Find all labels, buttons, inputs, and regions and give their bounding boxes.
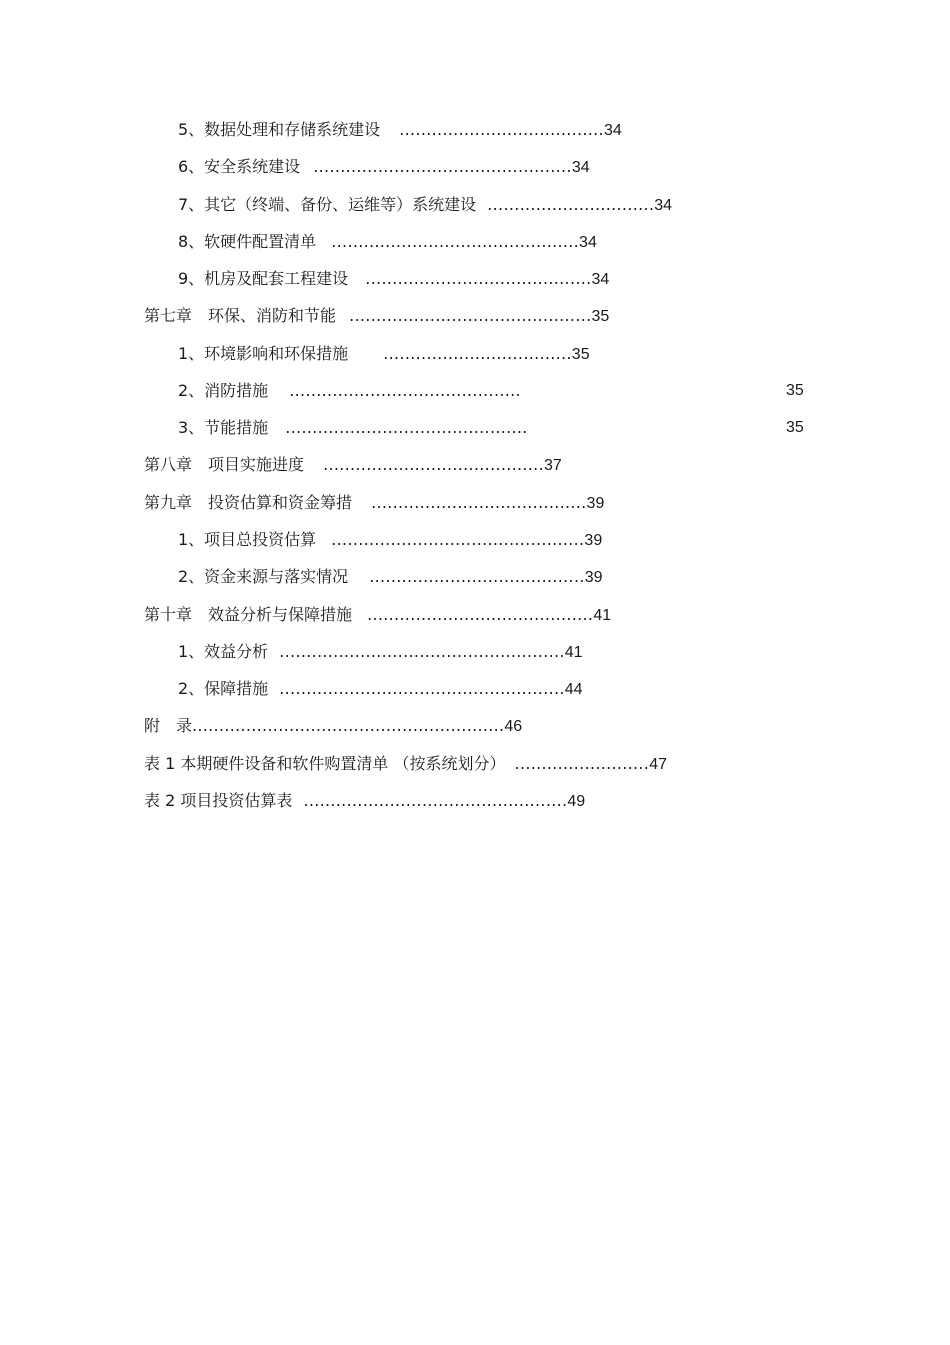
toc-leader-dots: ......................................... (323, 455, 544, 474)
toc-leader-dots: ........................................... (289, 381, 521, 400)
toc-page-number: 35 (786, 419, 804, 436)
toc-entry (178, 381, 808, 401)
toc-leader-dots: ............................................. (285, 418, 528, 437)
toc-page-number: 35 (786, 382, 804, 399)
toc-entry (178, 120, 622, 140)
toc-entry (178, 195, 672, 215)
toc-leader-dots: ................................................. (303, 791, 568, 810)
toc-leader-dots: ........................................ (371, 493, 587, 512)
toc-chapter-entry (144, 754, 667, 774)
toc-page-number: 35 (591, 308, 610, 325)
toc-leader-dots: .......................................... (367, 605, 594, 624)
toc-entry-title: 1、项目总投资估算 (178, 530, 317, 549)
toc-leader-dots: ..................................................... (279, 642, 565, 661)
toc-leader-dots: ........................................ (369, 567, 585, 586)
toc-chapter-entry (144, 605, 611, 625)
toc-entry-title: 附 录 (144, 716, 193, 735)
toc-entry-title: 6、安全系统建设 (178, 157, 301, 176)
toc-entry (178, 157, 590, 177)
toc-entry-title: 第九章 投资估算和资金筹措 (144, 493, 353, 512)
toc-leader-dots: ............................................. (349, 306, 592, 325)
toc-chapter-entry (144, 791, 585, 811)
toc-page-number: 39 (586, 495, 605, 512)
toc-entry (178, 269, 609, 289)
toc-entry (178, 232, 597, 252)
toc-entry-title: 第八章 项目实施进度 (144, 455, 305, 474)
toc-entry (178, 344, 590, 364)
toc-page-number: 39 (584, 532, 603, 549)
toc-leader-dots: ................................... (383, 344, 572, 363)
toc-leader-dots: ............................... (487, 195, 655, 214)
toc-entry (178, 679, 583, 699)
toc-entry-title: 第七章 环保、消防和节能 (144, 306, 337, 325)
toc-leader-dots: ............................................... (331, 530, 585, 549)
toc-entry-title: 第十章 效益分析与保障措施 (144, 605, 353, 624)
toc-chapter-entry (144, 455, 562, 475)
toc-chapter-entry (144, 306, 609, 326)
toc-entry-title: 9、机房及配套工程建设 (178, 269, 349, 288)
toc-page-number: 47 (649, 756, 667, 773)
toc-entry-title: 2、资金来源与落实情况 (178, 567, 349, 586)
toc-page-number: 37 (543, 457, 562, 474)
toc-entry-title: 3、节能措施 (178, 418, 269, 437)
toc-page-number: 41 (564, 644, 583, 661)
toc-entry-title: 表 2 项目投资估算表 (144, 791, 293, 810)
toc-leader-dots: .............................................. (331, 232, 580, 251)
toc-page-number: 34 (571, 159, 590, 176)
toc-page-number: 34 (579, 234, 597, 251)
toc-leader-dots: .......................................................... (192, 716, 505, 735)
toc-entry (178, 567, 603, 587)
toc-entry-title: 表 1 本期硬件设备和软件购置清单 （按系统划分） (144, 754, 506, 773)
toc-entry-title: 7、其它（终端、备份、运维等）系统建设 (178, 195, 477, 214)
toc-page-number: 34 (591, 271, 610, 288)
toc-leader-dots: ..................................................... (279, 679, 565, 698)
toc-entry-title: 1、环境影响和环保措施 (178, 344, 349, 363)
toc-leader-dots: ......................... (514, 754, 650, 773)
toc-page-number: 39 (584, 569, 603, 586)
toc-page-number: 34 (603, 122, 622, 139)
toc-page-number: 44 (564, 681, 583, 698)
toc-leader-dots: .......................................... (365, 269, 592, 288)
toc-page-number: 46 (504, 718, 523, 735)
toc-leader-dots: ...................................... (399, 120, 604, 139)
toc-leader-dots: ................................................ (313, 157, 572, 176)
toc-entry-title: 8、软硬件配置清单 (178, 232, 317, 251)
toc-page-number: 49 (567, 793, 586, 810)
toc-entry-title: 1、效益分析 (178, 642, 269, 661)
toc-entry (178, 642, 583, 662)
toc-entry (178, 530, 602, 550)
toc-entry-title: 2、消防措施 (178, 381, 269, 400)
toc-chapter-entry (144, 716, 522, 736)
toc-chapter-entry (144, 493, 604, 513)
toc-entry-title: 2、保障措施 (178, 679, 269, 698)
toc-page-number: 34 (654, 197, 673, 214)
toc-entry-title: 5、数据处理和存储系统建设 (178, 120, 381, 139)
toc-entry (178, 418, 808, 438)
toc-page-number: 41 (593, 607, 612, 624)
toc-page-number: 35 (571, 346, 590, 363)
